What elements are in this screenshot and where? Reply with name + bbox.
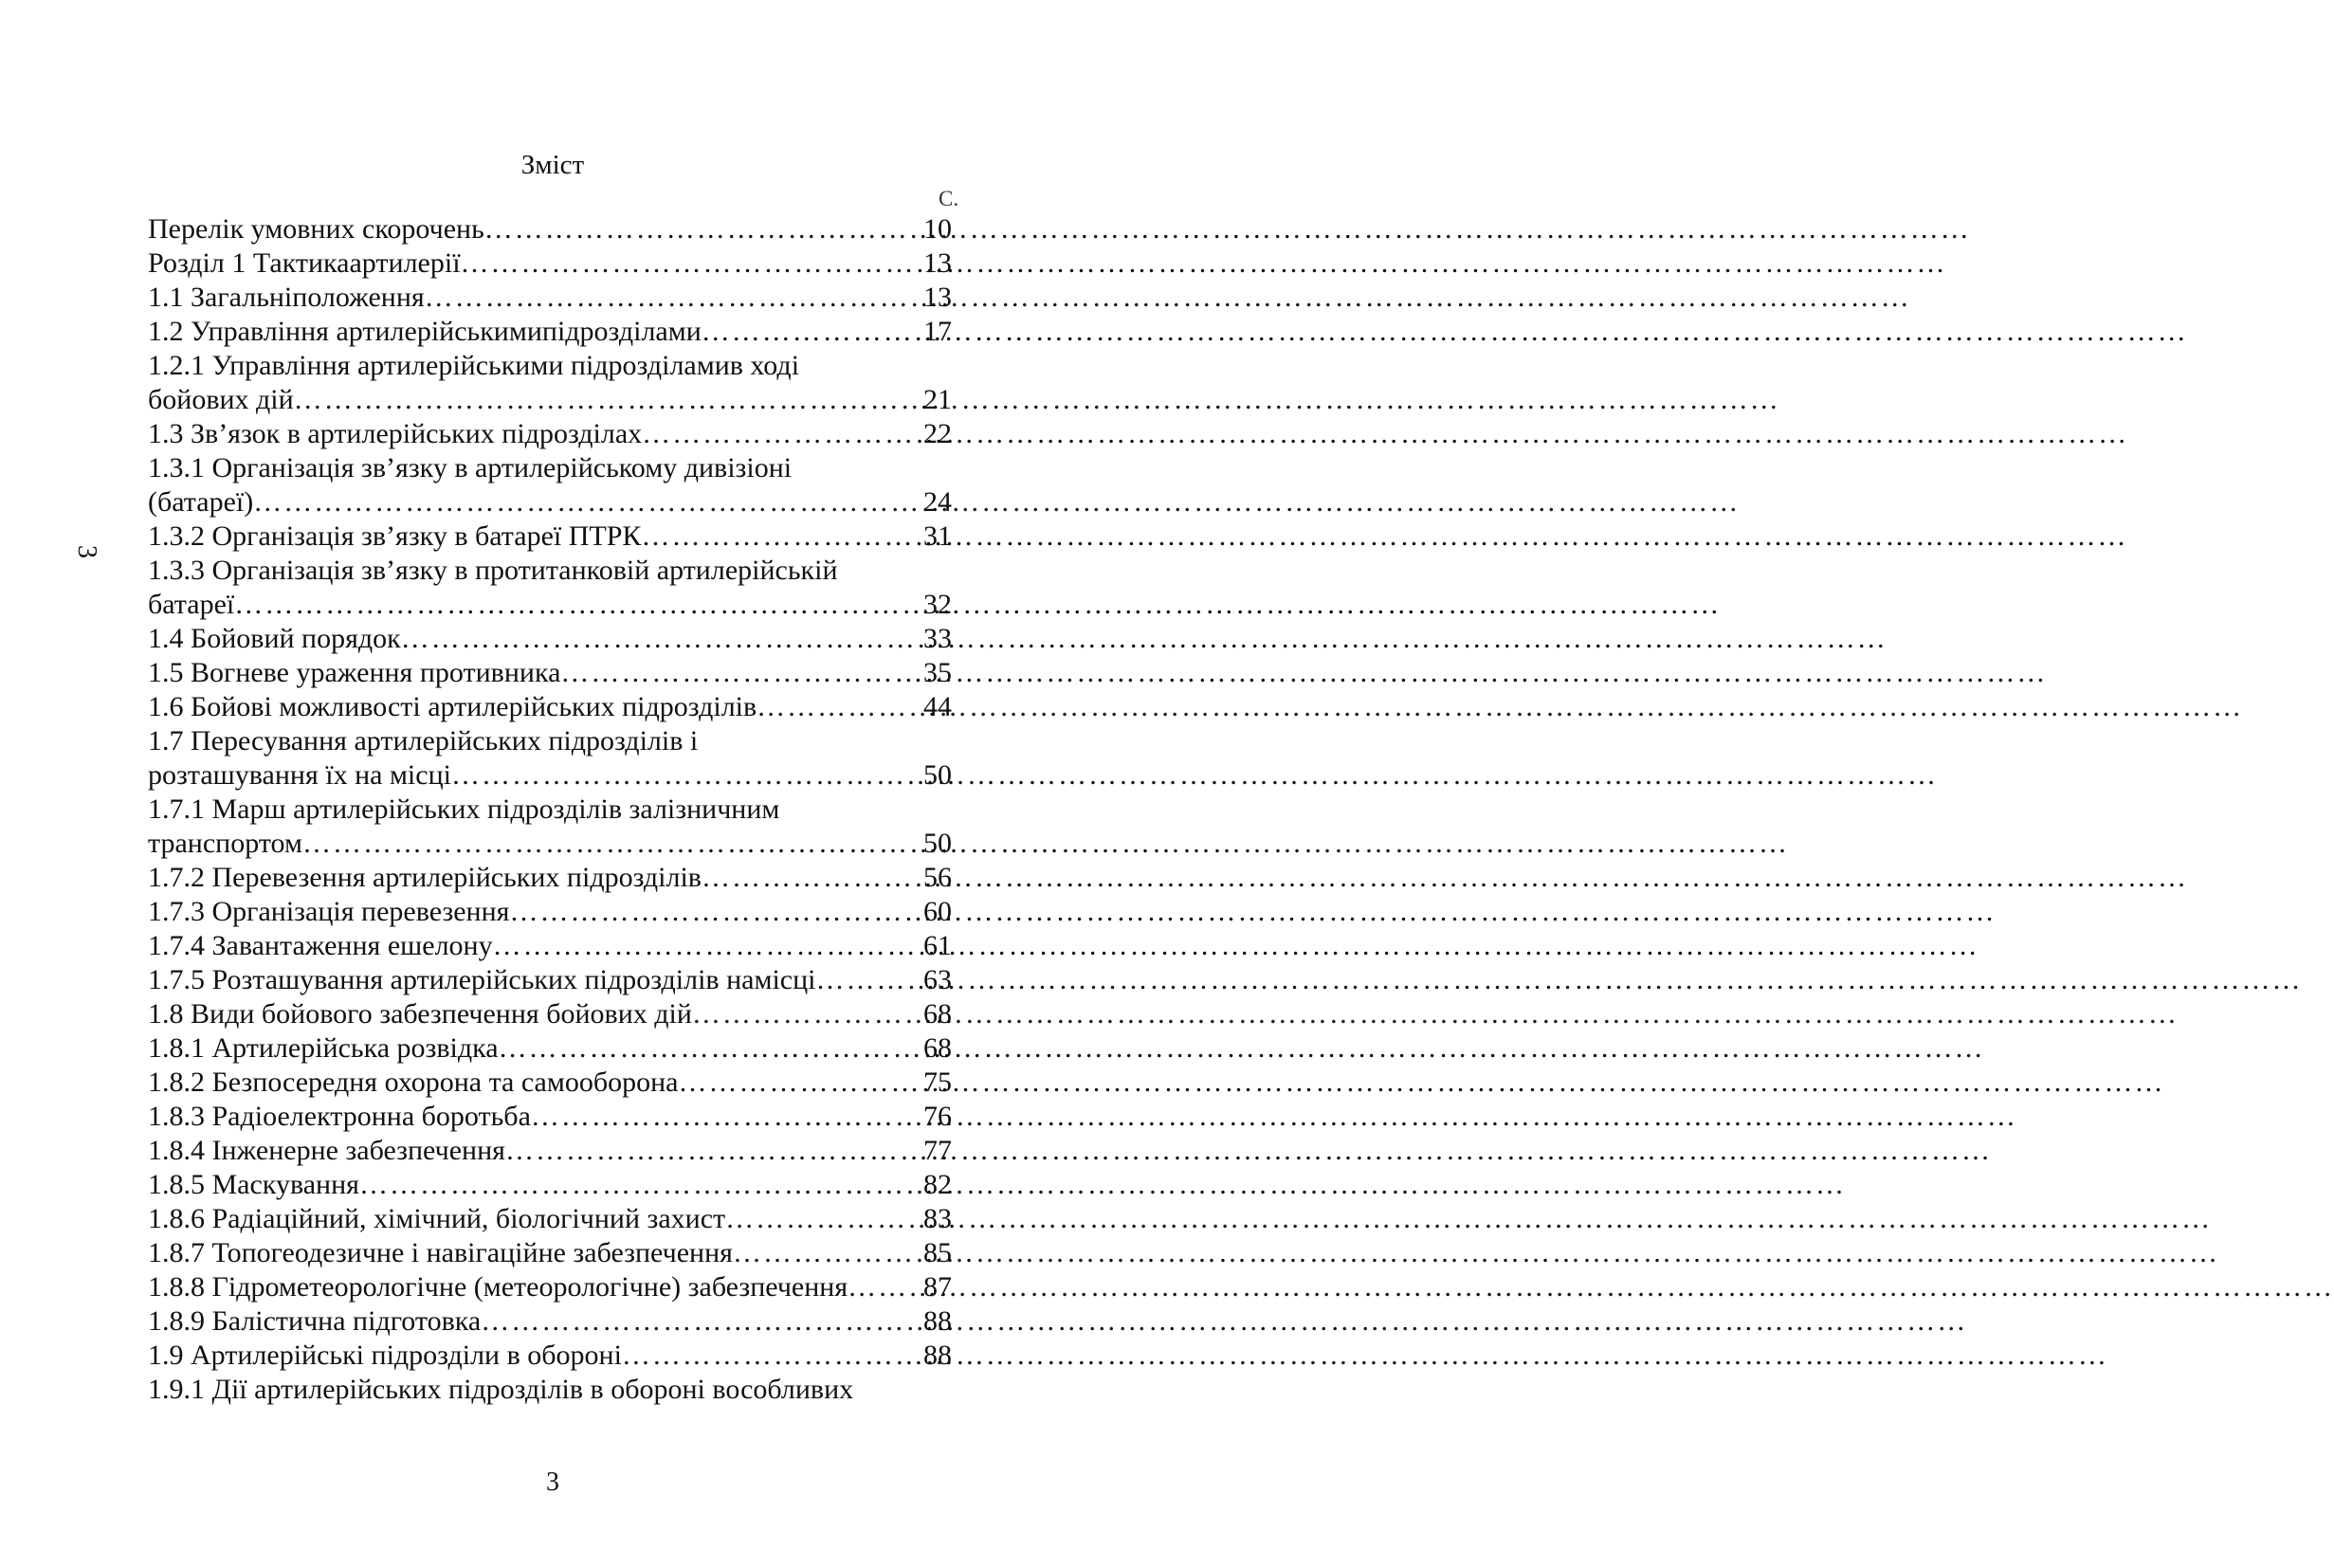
toc-entry	[148, 1202, 952, 1236]
toc-leader-dots	[733, 1236, 921, 1270]
toc-leader-dots	[425, 281, 921, 315]
toc-entry-title: 1.8.8 Гідрометеорологічне (метеорологічне) забезпечення	[148, 1271, 848, 1303]
toc-entry-title: (батареї)	[148, 486, 254, 518]
toc-entry	[148, 1270, 952, 1304]
toc-leader-dots	[702, 861, 921, 895]
toc-entry-title: 1.8.1 Артилерійська розвідка	[148, 1032, 499, 1064]
page-column-label: С.	[939, 187, 959, 210]
toc-entry-page: 32	[923, 589, 952, 620]
toc-leader-dots	[702, 315, 921, 349]
toc-entry-title: 1.8 Види бойового забезпечення бойових дій	[148, 998, 692, 1030]
toc-leader-dots	[642, 417, 921, 451]
toc-leader-dots	[401, 622, 921, 656]
toc-entry-title: Перелік умовних скорочень	[148, 213, 484, 245]
toc-entry-title: 1.8.3 Радіоелектронна боротьба	[148, 1101, 531, 1132]
toc-entry-title: 1.3.2 Організація зв’язку в батареї ПТРК	[148, 520, 642, 552]
toc-entry	[148, 588, 952, 622]
toc-entry-title: 1.8.4 Інженерне забезпечення	[148, 1135, 505, 1166]
toc-entry-page: 13	[923, 247, 952, 279]
toc-entry	[148, 1236, 952, 1270]
toc-entry-page: 31	[923, 520, 952, 552]
toc-leader-dots	[848, 1270, 921, 1304]
toc-leader-dots	[725, 1202, 921, 1236]
toc-entry-title: 1.7.2 Перевезення артилерійських підрозділів	[148, 862, 702, 893]
document-page	[0, 0, 1105, 1568]
toc-entry-page: 22	[923, 418, 952, 449]
toc-entry	[148, 281, 952, 315]
page-title: Зміст	[520, 150, 585, 180]
toc-entry	[148, 451, 952, 485]
toc-leader-dots	[505, 1134, 921, 1168]
toc-entry-page: 61	[923, 930, 952, 961]
toc-entry	[148, 1100, 952, 1134]
toc-entry	[148, 758, 952, 793]
toc-leader-dots	[451, 758, 921, 793]
toc-leader-dots	[622, 1339, 921, 1373]
toc-entry-page: 10	[923, 213, 952, 245]
toc-leader-dots	[757, 690, 921, 724]
toc-entry-page: 77	[923, 1135, 952, 1166]
toc-entry	[148, 485, 952, 520]
toc-entry-title: батареї	[148, 589, 235, 620]
toc-entry	[148, 417, 952, 451]
toc-entry-page: 85	[923, 1237, 952, 1268]
footer-page-number: 3	[546, 1468, 559, 1497]
toc-entry	[148, 383, 952, 417]
toc-leader-dots	[461, 246, 921, 281]
toc-entry	[148, 656, 952, 690]
toc-entry	[148, 246, 952, 281]
toc-leader-dots	[641, 520, 921, 554]
toc-entry-title: 1.7.4 Завантаження ешелону	[148, 930, 493, 961]
toc-entry-title: 1.7.1 Марш артилерійських підрозділів залізничним	[148, 793, 780, 825]
toc-entry	[148, 724, 952, 758]
toc-entry	[148, 315, 952, 349]
toc-entry-page: 68	[923, 998, 952, 1030]
toc-entry	[148, 1373, 952, 1407]
toc-entry-page: 76	[923, 1101, 952, 1132]
toc-entry-title: 1.1 Загальніположення	[148, 282, 425, 313]
toc-entry-title: розташування їх на місці	[148, 759, 451, 791]
toc-entry-title: 1.9 Артилерійські підрозділи в обороні	[148, 1340, 622, 1371]
toc-entry	[148, 1066, 952, 1100]
toc-entry-title: 1.3.1 Організація зв’язку в артилерійському дивізіоні	[148, 452, 793, 483]
toc-leader-dots	[678, 1066, 921, 1100]
toc-entry-page: 50	[923, 759, 952, 791]
toc-entry-title: 1.8.9 Балістична підготовка	[148, 1305, 482, 1337]
toc-entry-page: 87	[923, 1271, 952, 1303]
toc-entry-page: 13	[923, 282, 952, 313]
toc-leader-dots	[816, 963, 922, 997]
toc-entry	[148, 827, 952, 861]
toc-leader-dots	[302, 827, 921, 861]
toc-entry-page: 44	[923, 691, 952, 722]
toc-entry-title: 1.8.5 Маскування	[148, 1169, 359, 1200]
toc-leader-dots	[493, 929, 921, 963]
toc-entry-page: 24	[923, 486, 952, 518]
table-of-contents	[148, 212, 952, 1407]
toc-entry-title: Розділ 1 Тактикаартилерії	[148, 247, 461, 279]
side-page-number: 3	[72, 545, 101, 558]
toc-entry	[148, 895, 952, 929]
toc-entry	[148, 1134, 952, 1168]
toc-entry-page: 88	[923, 1305, 952, 1337]
toc-entry-title: транспортом	[148, 828, 302, 859]
toc-leader-dots	[499, 1031, 921, 1066]
toc-entry-title: 1.7.3 Організація перевезення	[148, 896, 510, 927]
toc-entry	[148, 554, 952, 588]
toc-leader-dots	[294, 383, 921, 417]
toc-entry-title: 1.5 Вогневе ураження противника	[148, 657, 561, 688]
toc-entry	[148, 622, 952, 656]
toc-entry-page: 56	[923, 862, 952, 893]
toc-entry-title: 1.4 Бойовий порядок	[148, 623, 401, 654]
toc-entry	[148, 1168, 952, 1202]
toc-entry-page: 83	[923, 1203, 952, 1234]
toc-entry-page: 82	[923, 1169, 952, 1200]
toc-entry-title: 1.8.6 Радіаційний, хімічний, біологічний захист	[148, 1203, 726, 1234]
toc-entry-title: 1.2.1 Управління артилерійськими підрозділамив ході	[148, 350, 800, 381]
toc-entry-title: 1.3.3 Організація зв’язку в протитанковій артилерійській	[148, 555, 838, 586]
toc-entry-page: 35	[923, 657, 952, 688]
toc-entry	[148, 212, 952, 246]
toc-entry-page: 17	[923, 316, 952, 347]
toc-leader-dots	[481, 1304, 921, 1339]
toc-entry-title: 1.7 Пересування артилерійських підрозділів і	[148, 725, 699, 757]
toc-entry-title: бойових дій	[148, 384, 294, 415]
toc-entry-page: 60	[923, 896, 952, 927]
toc-entry-title: 1.2 Управління артилерійськимипідрозділами	[148, 316, 702, 347]
toc-entry-title: 1.9.1 Дії артилерійських підрозділів в обороні вособлив​их	[148, 1374, 854, 1405]
toc-entry	[148, 1304, 952, 1339]
toc-leader-dots	[484, 212, 921, 246]
toc-entry	[148, 520, 952, 554]
toc-entry-title: 1.8.7 Топогеодезичне і навігаційне забезпечення	[148, 1237, 733, 1268]
toc-entry	[148, 997, 952, 1031]
toc-entry	[148, 861, 952, 895]
toc-entry-page: 33	[923, 623, 952, 654]
toc-entry-page: 75	[923, 1067, 952, 1098]
toc-entry-page: 63	[923, 964, 952, 995]
toc-entry-page: 68	[923, 1032, 952, 1064]
toc-leader-dots	[359, 1168, 921, 1202]
toc-entry	[148, 793, 952, 827]
toc-entry	[148, 1031, 952, 1066]
toc-entry-title: 1.7.5 Розташування артилерійських підрозділів намісці	[148, 964, 816, 995]
toc-entry-title: 1.6 Бойові можливості артилерійських підрозділів	[148, 691, 757, 722]
toc-entry-title: 1.8.2 Безпосередня охорона та самооборона	[148, 1067, 679, 1098]
toc-entry-page: 88	[923, 1340, 952, 1371]
toc-leader-dots	[509, 895, 921, 929]
toc-entry	[148, 963, 952, 997]
toc-leader-dots	[560, 656, 921, 690]
toc-entry-page: 50	[923, 828, 952, 859]
toc-entry	[148, 349, 952, 383]
toc-entry	[148, 690, 952, 724]
toc-leader-dots	[692, 997, 921, 1031]
toc-leader-dots	[531, 1100, 921, 1134]
toc-entry-title: 1.3 Зв’язок в артилерійських підрозділах	[148, 418, 643, 449]
toc-entry	[148, 1339, 952, 1373]
toc-entry	[148, 929, 952, 963]
toc-leader-dots	[234, 588, 921, 622]
toc-leader-dots	[253, 485, 921, 520]
toc-entry-page: 21	[923, 384, 952, 415]
